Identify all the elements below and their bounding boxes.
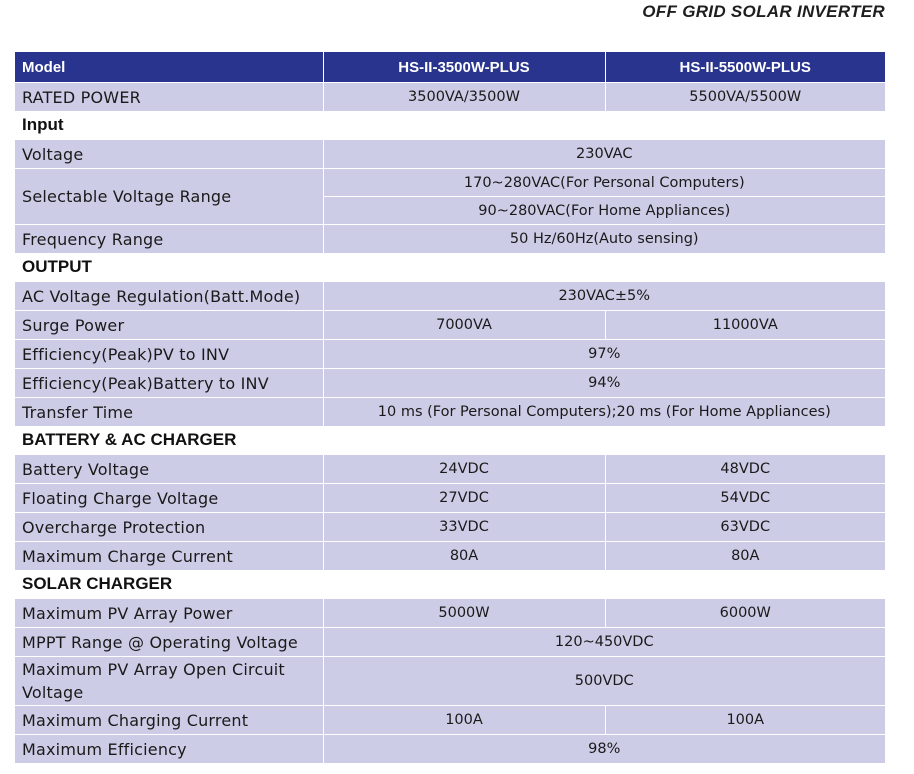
model-a-value: 7000VA <box>323 311 605 340</box>
row-label: Battery Voltage <box>15 455 323 484</box>
section-battery <box>15 426 885 455</box>
model-b-header: HS-II-5500W-PLUS <box>605 52 885 83</box>
shared-value: 500VDC <box>323 657 885 706</box>
max-efficiency-row <box>15 735 885 764</box>
row-label: Floating Charge Voltage <box>15 484 323 513</box>
row-label: Surge Power <box>15 311 323 340</box>
ac-regulation-row <box>15 282 885 311</box>
shared-value: 230VAC <box>323 140 885 169</box>
efficiency-battery-row <box>15 369 885 398</box>
shared-value: 50 Hz/60Hz(Auto sensing) <box>323 225 885 254</box>
row-label: Transfer Time <box>15 398 323 427</box>
section-solar <box>15 570 885 599</box>
input-voltage-row <box>15 140 885 169</box>
section-heading: SOLAR CHARGER <box>15 570 885 599</box>
model-b-value: 80A <box>605 542 885 571</box>
model-b-value: 5500VA/5500W <box>605 83 885 112</box>
efficiency-pv-row <box>15 340 885 369</box>
max-charge-current-row <box>15 542 885 571</box>
shared-value: 120~450VDC <box>323 628 885 657</box>
shared-value: 90~280VAC(For Home Appliances) <box>323 197 885 225</box>
row-label: MPPT Range @ Operating Voltage <box>15 628 323 657</box>
table-header-row <box>15 52 885 83</box>
row-label: Voltage <box>15 140 323 169</box>
model-b-value: 11000VA <box>605 311 885 340</box>
row-label: Maximum PV Array Open Circuit Voltage <box>15 657 323 706</box>
section-heading: Input <box>15 111 885 140</box>
voltage-range-row <box>15 169 885 197</box>
floating-charge-row <box>15 484 885 513</box>
model-a-value: 24VDC <box>323 455 605 484</box>
section-output <box>15 253 885 282</box>
row-label: Maximum Efficiency <box>15 735 323 764</box>
document-title: OFF GRID SOLAR INVERTER <box>642 2 885 21</box>
shared-value: 170~280VAC(For Personal Computers) <box>323 169 885 197</box>
section-heading: BATTERY & AC CHARGER <box>15 426 885 455</box>
model-a-value: 27VDC <box>323 484 605 513</box>
surge-power-row <box>15 311 885 340</box>
shared-value: 98% <box>323 735 885 764</box>
model-a-value: 5000W <box>323 599 605 628</box>
model-a-value: 80A <box>323 542 605 571</box>
max-charging-current-row <box>15 706 885 735</box>
row-label: RATED POWER <box>15 83 323 112</box>
section-input <box>15 111 885 140</box>
battery-voltage-row <box>15 455 885 484</box>
transfer-time-row <box>15 398 885 427</box>
model-b-value: 100A <box>605 706 885 735</box>
shared-value: 10 ms (For Personal Computers);20 ms (For Home Appliances) <box>323 398 885 427</box>
row-label: AC Voltage Regulation(Batt.Mode) <box>15 282 323 311</box>
shared-value: 97% <box>323 340 885 369</box>
model-a-header: HS-II-3500W-PLUS <box>323 52 605 83</box>
frequency-range-row <box>15 225 885 254</box>
model-a-value: 33VDC <box>323 513 605 542</box>
row-label: Efficiency(Peak)PV to INV <box>15 340 323 369</box>
model-b-value: 6000W <box>605 599 885 628</box>
row-label: Selectable Voltage Range <box>15 169 323 225</box>
pv-array-power-row <box>15 599 885 628</box>
mppt-range-row <box>15 628 885 657</box>
row-label: Maximum Charging Current <box>15 706 323 735</box>
model-a-value: 100A <box>323 706 605 735</box>
section-heading: OUTPUT <box>15 253 885 282</box>
overcharge-protection-row <box>15 513 885 542</box>
row-label: Frequency Range <box>15 225 323 254</box>
row-label: Maximum PV Array Power <box>15 599 323 628</box>
row-label: Maximum Charge Current <box>15 542 323 571</box>
row-label: Overcharge Protection <box>15 513 323 542</box>
open-circuit-voltage-row <box>15 657 885 706</box>
rated-power-row <box>15 83 885 112</box>
shared-value: 94% <box>323 369 885 398</box>
model-a-value: 3500VA/3500W <box>323 83 605 112</box>
model-column-header: Model <box>15 52 323 83</box>
model-b-value: 54VDC <box>605 484 885 513</box>
model-b-value: 48VDC <box>605 455 885 484</box>
model-b-value: 63VDC <box>605 513 885 542</box>
spec-table <box>15 52 885 763</box>
shared-value: 230VAC±5% <box>323 282 885 311</box>
row-label: Efficiency(Peak)Battery to INV <box>15 369 323 398</box>
